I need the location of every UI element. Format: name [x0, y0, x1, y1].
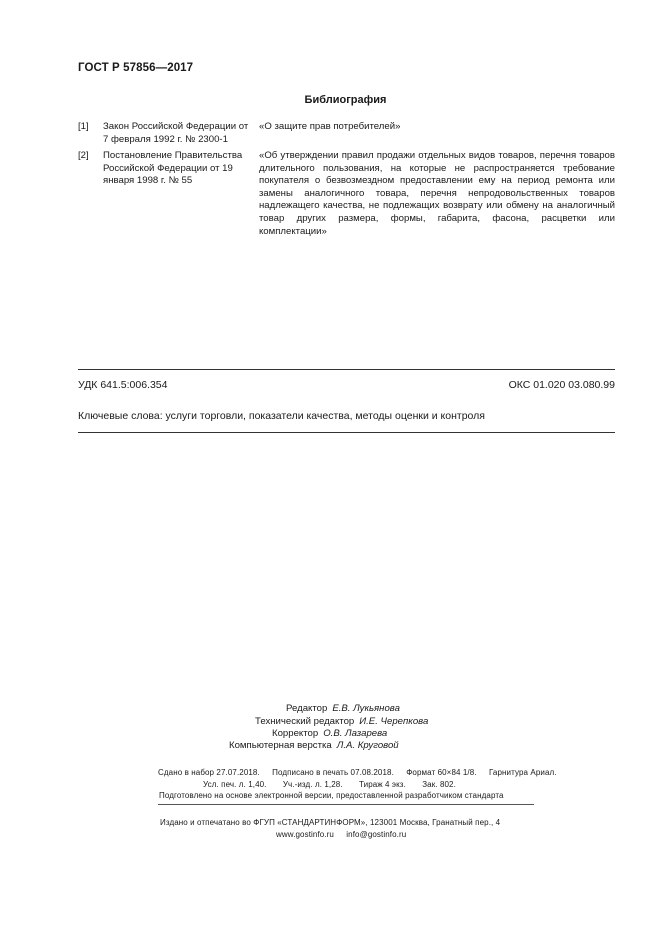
credit-label: Корректор [272, 728, 319, 739]
credit-name: И.Е. Черепкова [359, 716, 429, 727]
bibliography-title: Библиография [304, 94, 387, 106]
website-link[interactable]: www.gostinfo.ru [276, 830, 334, 839]
print-run: Тираж 4 экз. [358, 780, 406, 789]
ref-title-1: «О защите прав потребителей» [259, 121, 401, 132]
ref-number-2: [2] [78, 150, 89, 161]
credit-layout [229, 740, 399, 752]
page-format: Формат 60×84 1/8. [406, 768, 477, 777]
credit-label: Технический редактор [255, 716, 355, 727]
credit-proofreader [272, 728, 387, 740]
credit-name: Л.А. Круговой [336, 740, 399, 751]
oks-code: ОКС 01.020 03.080.99 [508, 379, 615, 391]
divider-bottom [78, 432, 615, 433]
typeset-date: Сдано в набор 27.07.2018. [158, 768, 260, 777]
imprint-line-2 [203, 780, 456, 789]
order-number: Зак. 802. [422, 780, 456, 789]
credit-label: Редактор [286, 703, 328, 714]
email-link[interactable]: info@gostinfo.ru [346, 830, 407, 839]
standard-code: ГОСТ Р 57856—2017 [78, 62, 194, 74]
publisher-contacts [276, 830, 406, 839]
publisher-address: Издано и отпечатано во ФГУП «СТАНДАРТИНФОРМ», 123001 Москва, Гранатный пер., 4 [160, 818, 501, 827]
keywords: Ключевые слова: услуги торговли, показатели качества, методы оценки и контроля [78, 410, 485, 422]
credit-editor [286, 703, 400, 715]
credit-name: О.В. Лазарева [323, 728, 388, 739]
ref-title-2: «Об утверждении правил продажи отдельных видов товаров, перечня товаров длительного пользования, на которые не распространяется требование покупателя о безвозмездном предоставлении ему на период ремонта или замены аналогичного товара, перечня непродовольственных товаров надлежащего качества, не подлежащих возврату или обмену на аналогичный товар других размера, формы, габарита, фасона, расцветки или комплектации» [259, 150, 615, 237]
ref-source-2: Постановление Правительства Российской Федерации от 19 января 1998 г. № 55 [103, 150, 243, 187]
divider-top [78, 369, 615, 370]
ref-source-1: Закон Российской Федерации от 7 февраля 1992 г. № 2300-1 [103, 121, 249, 145]
credit-tech-editor [255, 716, 428, 728]
imprint-note: Подготовлено на основе электронной версии, предоставленной разработчиком стандарта [159, 791, 504, 800]
print-date: Подписано в печать 07.08.2018. [272, 768, 394, 777]
imprint-divider [158, 804, 534, 805]
ref-number-1: [1] [78, 121, 89, 132]
print-sheets: Усл. печ. л. 1,40. [203, 780, 267, 789]
typeface: Гарнитура Ариал. [488, 768, 557, 777]
credit-name: Е.В. Лукьянова [332, 703, 400, 714]
credit-label: Компьютерная верстка [229, 740, 332, 751]
udc-code: УДК 641.5:006.354 [78, 379, 168, 391]
publisher-sheets: Уч.-изд. л. 1,28. [282, 780, 343, 789]
imprint-line-1 [158, 768, 557, 777]
